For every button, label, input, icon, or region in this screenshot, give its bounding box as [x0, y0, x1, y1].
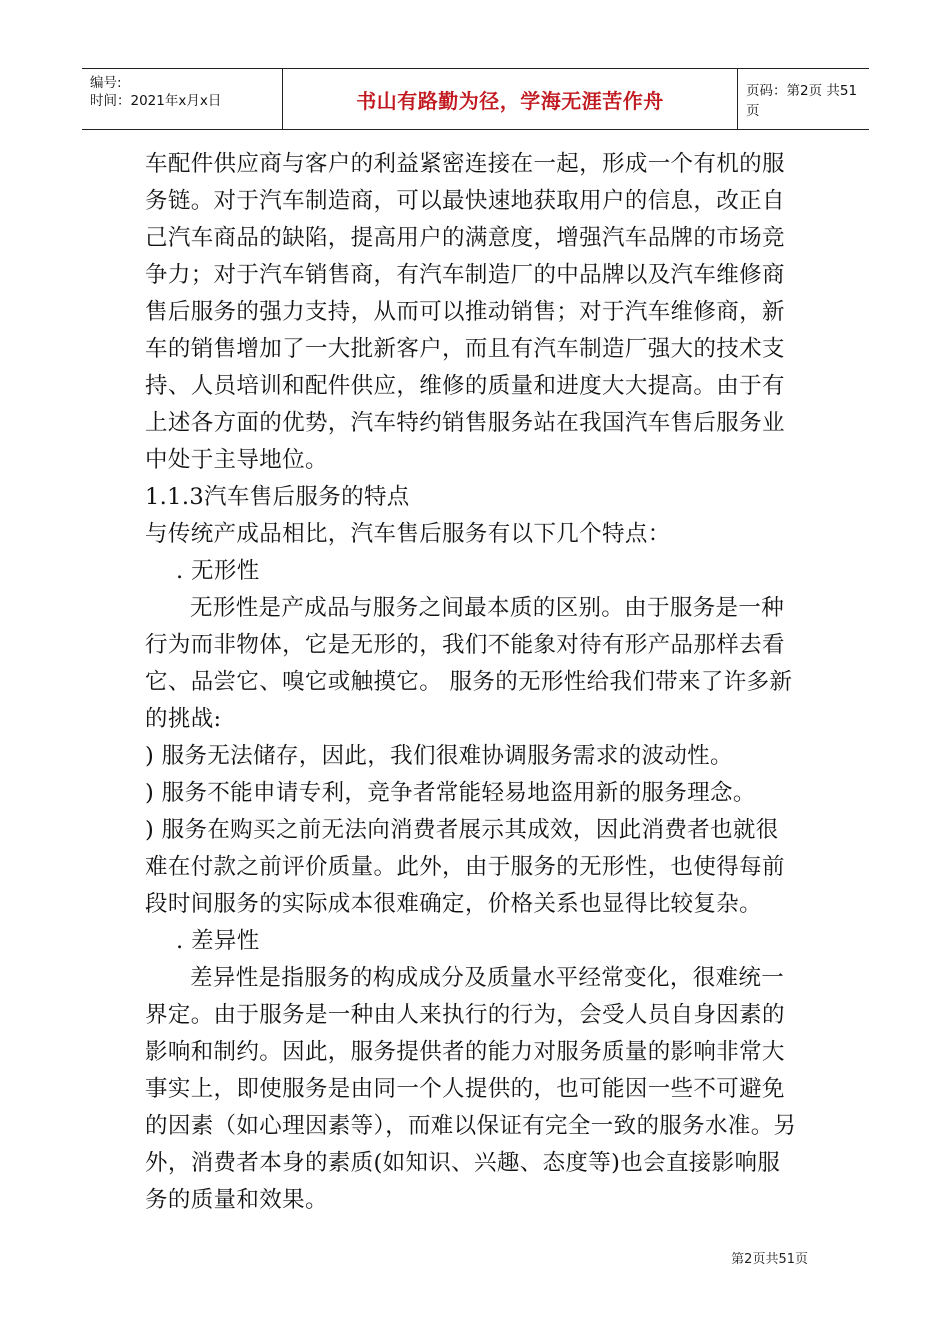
header-page-label: 页码：第2页 共51页 [746, 83, 858, 119]
list-item: ) 服务无法储存，因此，我们很难协调服务需求的波动性。 [145, 743, 733, 769]
list-item: ) 服务在购买之前无法向消费者展示其成效，因此消费者也就很 [145, 817, 779, 843]
text-line: 争力；对于汽车销售商，有汽车制造厂的中品牌以及汽车维修商 [145, 262, 785, 288]
text-line: 外，消费者本身的素质(如知识、兴趣、态度等)也会直接影响服 [145, 1150, 781, 1176]
text-line: 难在付款之前评价质量。此外，由于服务的无形性，也使得每前 [145, 854, 785, 880]
text-line: 己汽车商品的缺陷，提高用户的满意度，增强汽车品牌的市场竞 [145, 225, 785, 251]
text-line: 持、人员培训和配件供应，维修的质量和进度大大提高。由于有 [145, 373, 785, 399]
text-line: 售后服务的强力支持，从而可以推动销售；对于汽车维修商，新 [145, 299, 785, 325]
document-time-label: 时间：2021年x月x日 [90, 93, 222, 109]
list-item: ) 服务不能申请专利，竞争者常能轻易地盗用新的服务理念。 [145, 780, 756, 806]
text-line: 界定。由于服务是一种由人来执行的行为，会受人员自身因素的 [145, 1002, 785, 1028]
text-line: 车的销售增加了一大批新客户，而且有汽车制造厂强大的技术支 [145, 336, 785, 362]
text-line: 的因素（如心理因素等），而难以保证有完全一致的服务水准。另 [145, 1113, 797, 1139]
text-line: 务链。对于汽车制造商，可以最快速地获取用户的信息，改正自 [145, 188, 785, 214]
header-motto: 书山有路勤为径，学海无涯苦作舟 [356, 88, 664, 113]
text-line: 与传统产成品相比，汽车售后服务有以下几个特点： [145, 521, 671, 547]
section-heading: 1.1.3汽车售后服务的特点 [145, 484, 410, 510]
subsection-heading: . 无形性 [176, 558, 260, 584]
text-line: 行为而非物体，它是无形的，我们不能象对待有形产品那样去看 [145, 632, 785, 658]
text-line: 影响和制约。因此，服务提供者的能力对服务质量的影响非常大 [145, 1039, 785, 1065]
text-line: 上述各方面的优势，汽车特约销售服务站在我国汽车售后服务业 [145, 410, 785, 436]
text-line: 事实上，即使服务是由同一个人提供的，也可能因一些不可避免 [145, 1076, 785, 1102]
text-line: 它、品尝它、嗅它或触摸它。 服务的无形性给我们带来了许多新 [145, 669, 793, 695]
subsection-heading: . 差异性 [176, 928, 260, 954]
text-line: 无形性是产成品与服务之间最本质的区别。由于服务是一种 [190, 595, 785, 621]
text-line: 段时间服务的实际成本很难确定，价格关系也显得比较复杂。 [145, 891, 762, 917]
header-motto-cell [282, 69, 738, 129]
text-line: 中处于主导地位。 [145, 447, 328, 473]
document-number-label: 编号: [90, 75, 122, 91]
text-line: 车配件供应商与客户的利益紧密连接在一起，形成一个有机的服 [145, 151, 785, 177]
page-footer: 第2页共51页 [731, 1252, 808, 1267]
page-header [82, 68, 869, 130]
header-page-cell [738, 69, 869, 129]
text-line: 差异性是指服务的构成成分及质量水平经常变化，很难统一 [190, 965, 785, 991]
header-meta [82, 69, 282, 129]
text-line: 务的质量和效果。 [145, 1187, 328, 1213]
text-line: 的挑战: [145, 706, 222, 732]
